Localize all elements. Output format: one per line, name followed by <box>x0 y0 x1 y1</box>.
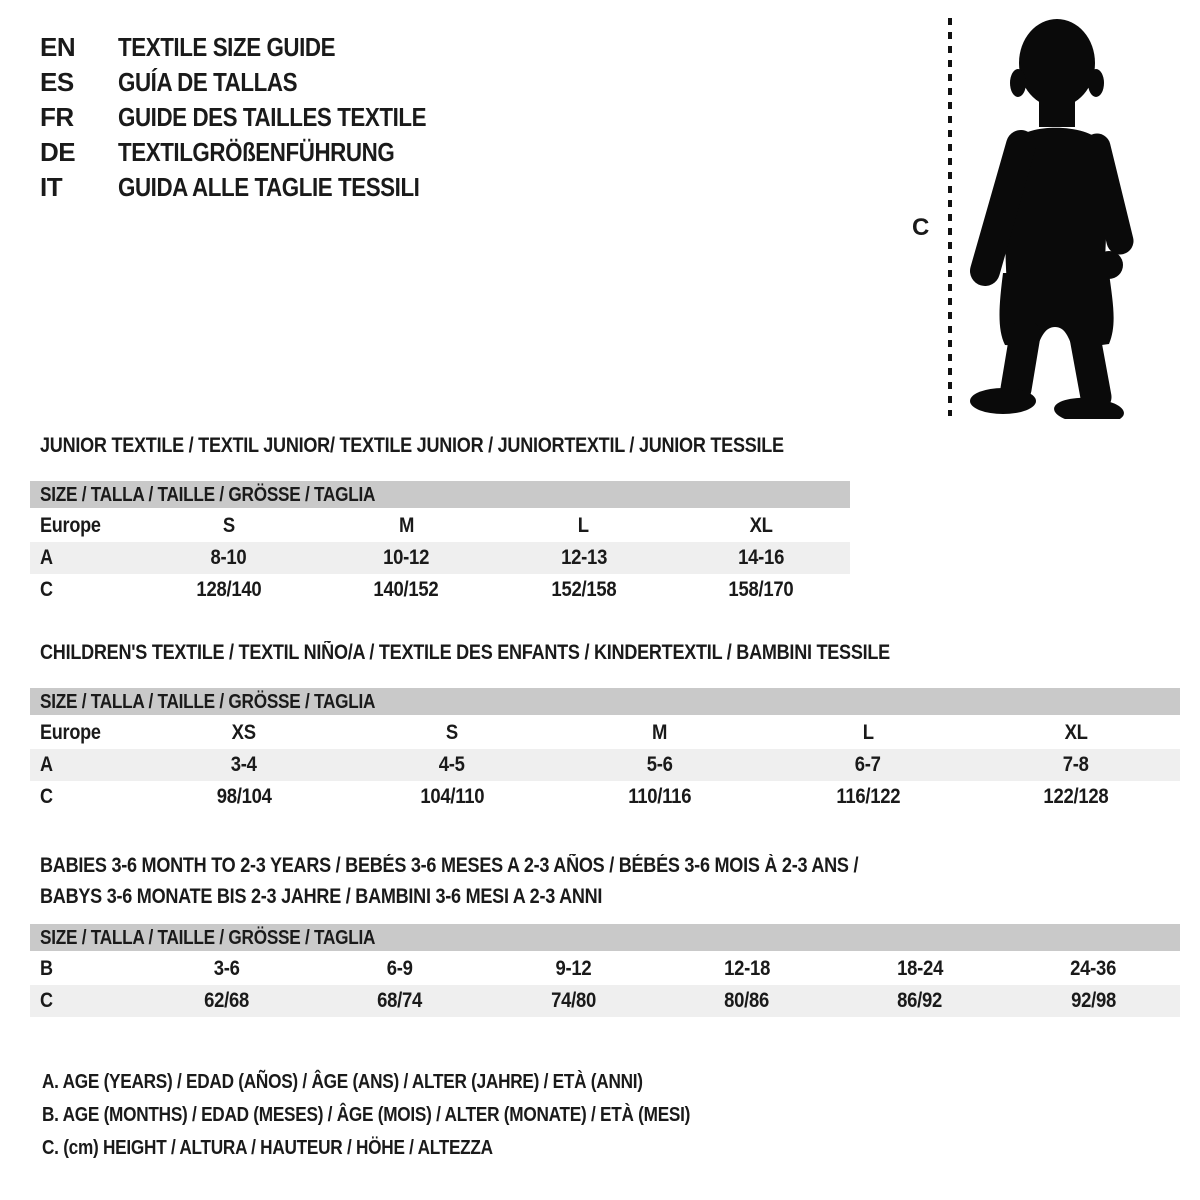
section-title-children <box>30 641 1180 665</box>
row-label: C <box>40 578 53 601</box>
size-value: XS <box>231 721 257 744</box>
size-value: XL <box>749 514 773 537</box>
age-value: 14-16 <box>738 546 785 569</box>
table-row-age <box>30 542 850 574</box>
age-value: 12-13 <box>560 546 607 569</box>
guide-title: GUIDE DES TAILLES TEXTILE <box>118 102 427 132</box>
age-value: 7-8 <box>1063 753 1089 776</box>
section-title-text: JUNIOR TEXTILE / TEXTIL JUNIOR/ TEXTILE JUNIOR / JUNIORTEXTIL / JUNIOR TESSILE <box>40 434 784 457</box>
guide-title: GUÍA DE TALLAS <box>118 67 298 97</box>
age-months-value: 9-12 <box>555 957 592 980</box>
table-row-height <box>30 985 1180 1017</box>
language-row-it <box>40 170 476 205</box>
size-header-text: SIZE / TALLA / TAILLE / GRÖSSE / TAGLIA <box>40 691 376 713</box>
table-row-height <box>30 781 1180 813</box>
size-header-bar <box>30 481 850 510</box>
guide-title: GUIDA ALLE TAGLIE TESSILI <box>118 172 420 202</box>
row-label: A <box>40 753 53 776</box>
size-value: S <box>222 514 235 537</box>
age-value: 4-5 <box>439 753 465 776</box>
size-value: M <box>652 721 668 744</box>
table-row-europe <box>30 717 1180 749</box>
toddler-silhouette-icon <box>957 13 1143 419</box>
table-row-height <box>30 574 850 606</box>
row-label: Europe <box>40 514 101 537</box>
height-value: 62/68 <box>204 989 250 1012</box>
height-measure-label: C <box>912 214 930 241</box>
legend-text: A. AGE (YEARS) / EDAD (AÑOS) / ÂGE (ANS) / ALTER (JAHRE) / ETÀ (ANNI) <box>42 1071 643 1093</box>
table-row-europe <box>30 510 850 542</box>
language-code: FR <box>40 102 74 132</box>
row-label: C <box>40 785 53 808</box>
row-label: A <box>40 546 53 569</box>
babies-textile-section <box>30 850 1180 1017</box>
height-value: 104/110 <box>420 785 484 808</box>
legend-age-years <box>42 1066 796 1099</box>
row-label: B <box>40 957 53 980</box>
height-value: 86/92 <box>897 989 943 1012</box>
section-title-text-line2: BABYS 3-6 MONATE BIS 2-3 JAHRE / BAMBINI 3-6 MESI A 2-3 ANNI <box>40 885 603 908</box>
table-row-age <box>30 749 1180 781</box>
height-value: 140/152 <box>373 578 439 601</box>
height-value: 74/80 <box>550 989 596 1012</box>
age-months-value: 12-18 <box>723 957 770 980</box>
age-months-value: 3-6 <box>213 957 240 980</box>
age-value: 3-4 <box>231 753 257 776</box>
size-value: L <box>862 721 874 744</box>
height-value: 116/122 <box>836 785 900 808</box>
height-measure-dashed-line <box>948 18 952 416</box>
height-value: 128/140 <box>196 578 262 601</box>
height-value: 158/170 <box>728 578 794 601</box>
children-size-table <box>30 688 1180 813</box>
size-header-bar <box>30 688 1180 717</box>
age-value: 6-7 <box>855 753 881 776</box>
age-months-value: 24-36 <box>1070 957 1117 980</box>
section-title-babies <box>30 850 1180 912</box>
age-value: 5-6 <box>647 753 673 776</box>
size-header-bar <box>30 924 1180 953</box>
height-value: 110/116 <box>628 785 692 808</box>
age-value: 10-12 <box>383 546 430 569</box>
size-header-text: SIZE / TALLA / TAILLE / GRÖSSE / TAGLIA <box>40 927 376 949</box>
age-months-value: 18-24 <box>897 957 943 980</box>
section-title-junior <box>30 434 905 458</box>
height-value: 92/98 <box>1070 989 1116 1012</box>
height-value: 152/158 <box>551 578 617 601</box>
language-row-en <box>40 30 476 65</box>
table-row-age-months <box>30 953 1180 985</box>
legend-text: B. AGE (MONTHS) / EDAD (MESES) / ÂGE (MOIS) / ALTER (MONATE) / ETÀ (MESI) <box>42 1104 691 1126</box>
language-row-de <box>40 135 476 170</box>
measurement-legend <box>42 1066 796 1165</box>
guide-title: TEXTILGRÖßENFÜHRUNG <box>118 137 395 167</box>
age-value: 8-10 <box>210 546 247 569</box>
language-code: ES <box>40 67 74 97</box>
height-value: 98/104 <box>216 785 272 808</box>
size-value: XL <box>1064 721 1088 744</box>
language-code: DE <box>40 137 76 167</box>
language-code: IT <box>40 172 63 202</box>
size-value: M <box>398 514 414 537</box>
size-value: S <box>445 721 459 744</box>
legend-text: C. (cm) HEIGHT / ALTURA / HAUTEUR / HÖHE / ALTEZZA <box>42 1137 493 1159</box>
row-label: C <box>40 989 53 1012</box>
language-title-list <box>40 30 476 205</box>
age-months-value: 6-9 <box>387 957 413 980</box>
size-header-text: SIZE / TALLA / TAILLE / GRÖSSE / TAGLIA <box>40 484 376 506</box>
language-code: EN <box>40 32 76 62</box>
guide-title: TEXTILE SIZE GUIDE <box>118 32 336 62</box>
section-title-text-line1: BABIES 3-6 MONTH TO 2-3 YEARS / BEBÉS 3-6 MESES A 2-3 AÑOS / BÉBÉS 3-6 MOIS À 2-3 ANS / <box>40 854 859 877</box>
row-label: Europe <box>40 721 101 744</box>
language-row-fr <box>40 100 476 135</box>
junior-size-table <box>30 481 850 606</box>
babies-size-table <box>30 924 1180 1017</box>
size-value: L <box>578 514 590 537</box>
legend-age-months <box>42 1099 796 1132</box>
children-textile-section <box>30 641 1180 813</box>
height-value: 122/128 <box>1043 785 1109 808</box>
height-value: 80/86 <box>724 989 770 1012</box>
section-title-text: CHILDREN'S TEXTILE / TEXTIL NIÑO/A / TEXTILE DES ENFANTS / KINDERTEXTIL / BAMBINI TESSILE <box>40 641 890 664</box>
junior-textile-section <box>30 434 905 606</box>
language-row-es <box>40 65 476 100</box>
legend-height-cm <box>42 1132 796 1165</box>
height-value: 68/74 <box>377 989 423 1012</box>
